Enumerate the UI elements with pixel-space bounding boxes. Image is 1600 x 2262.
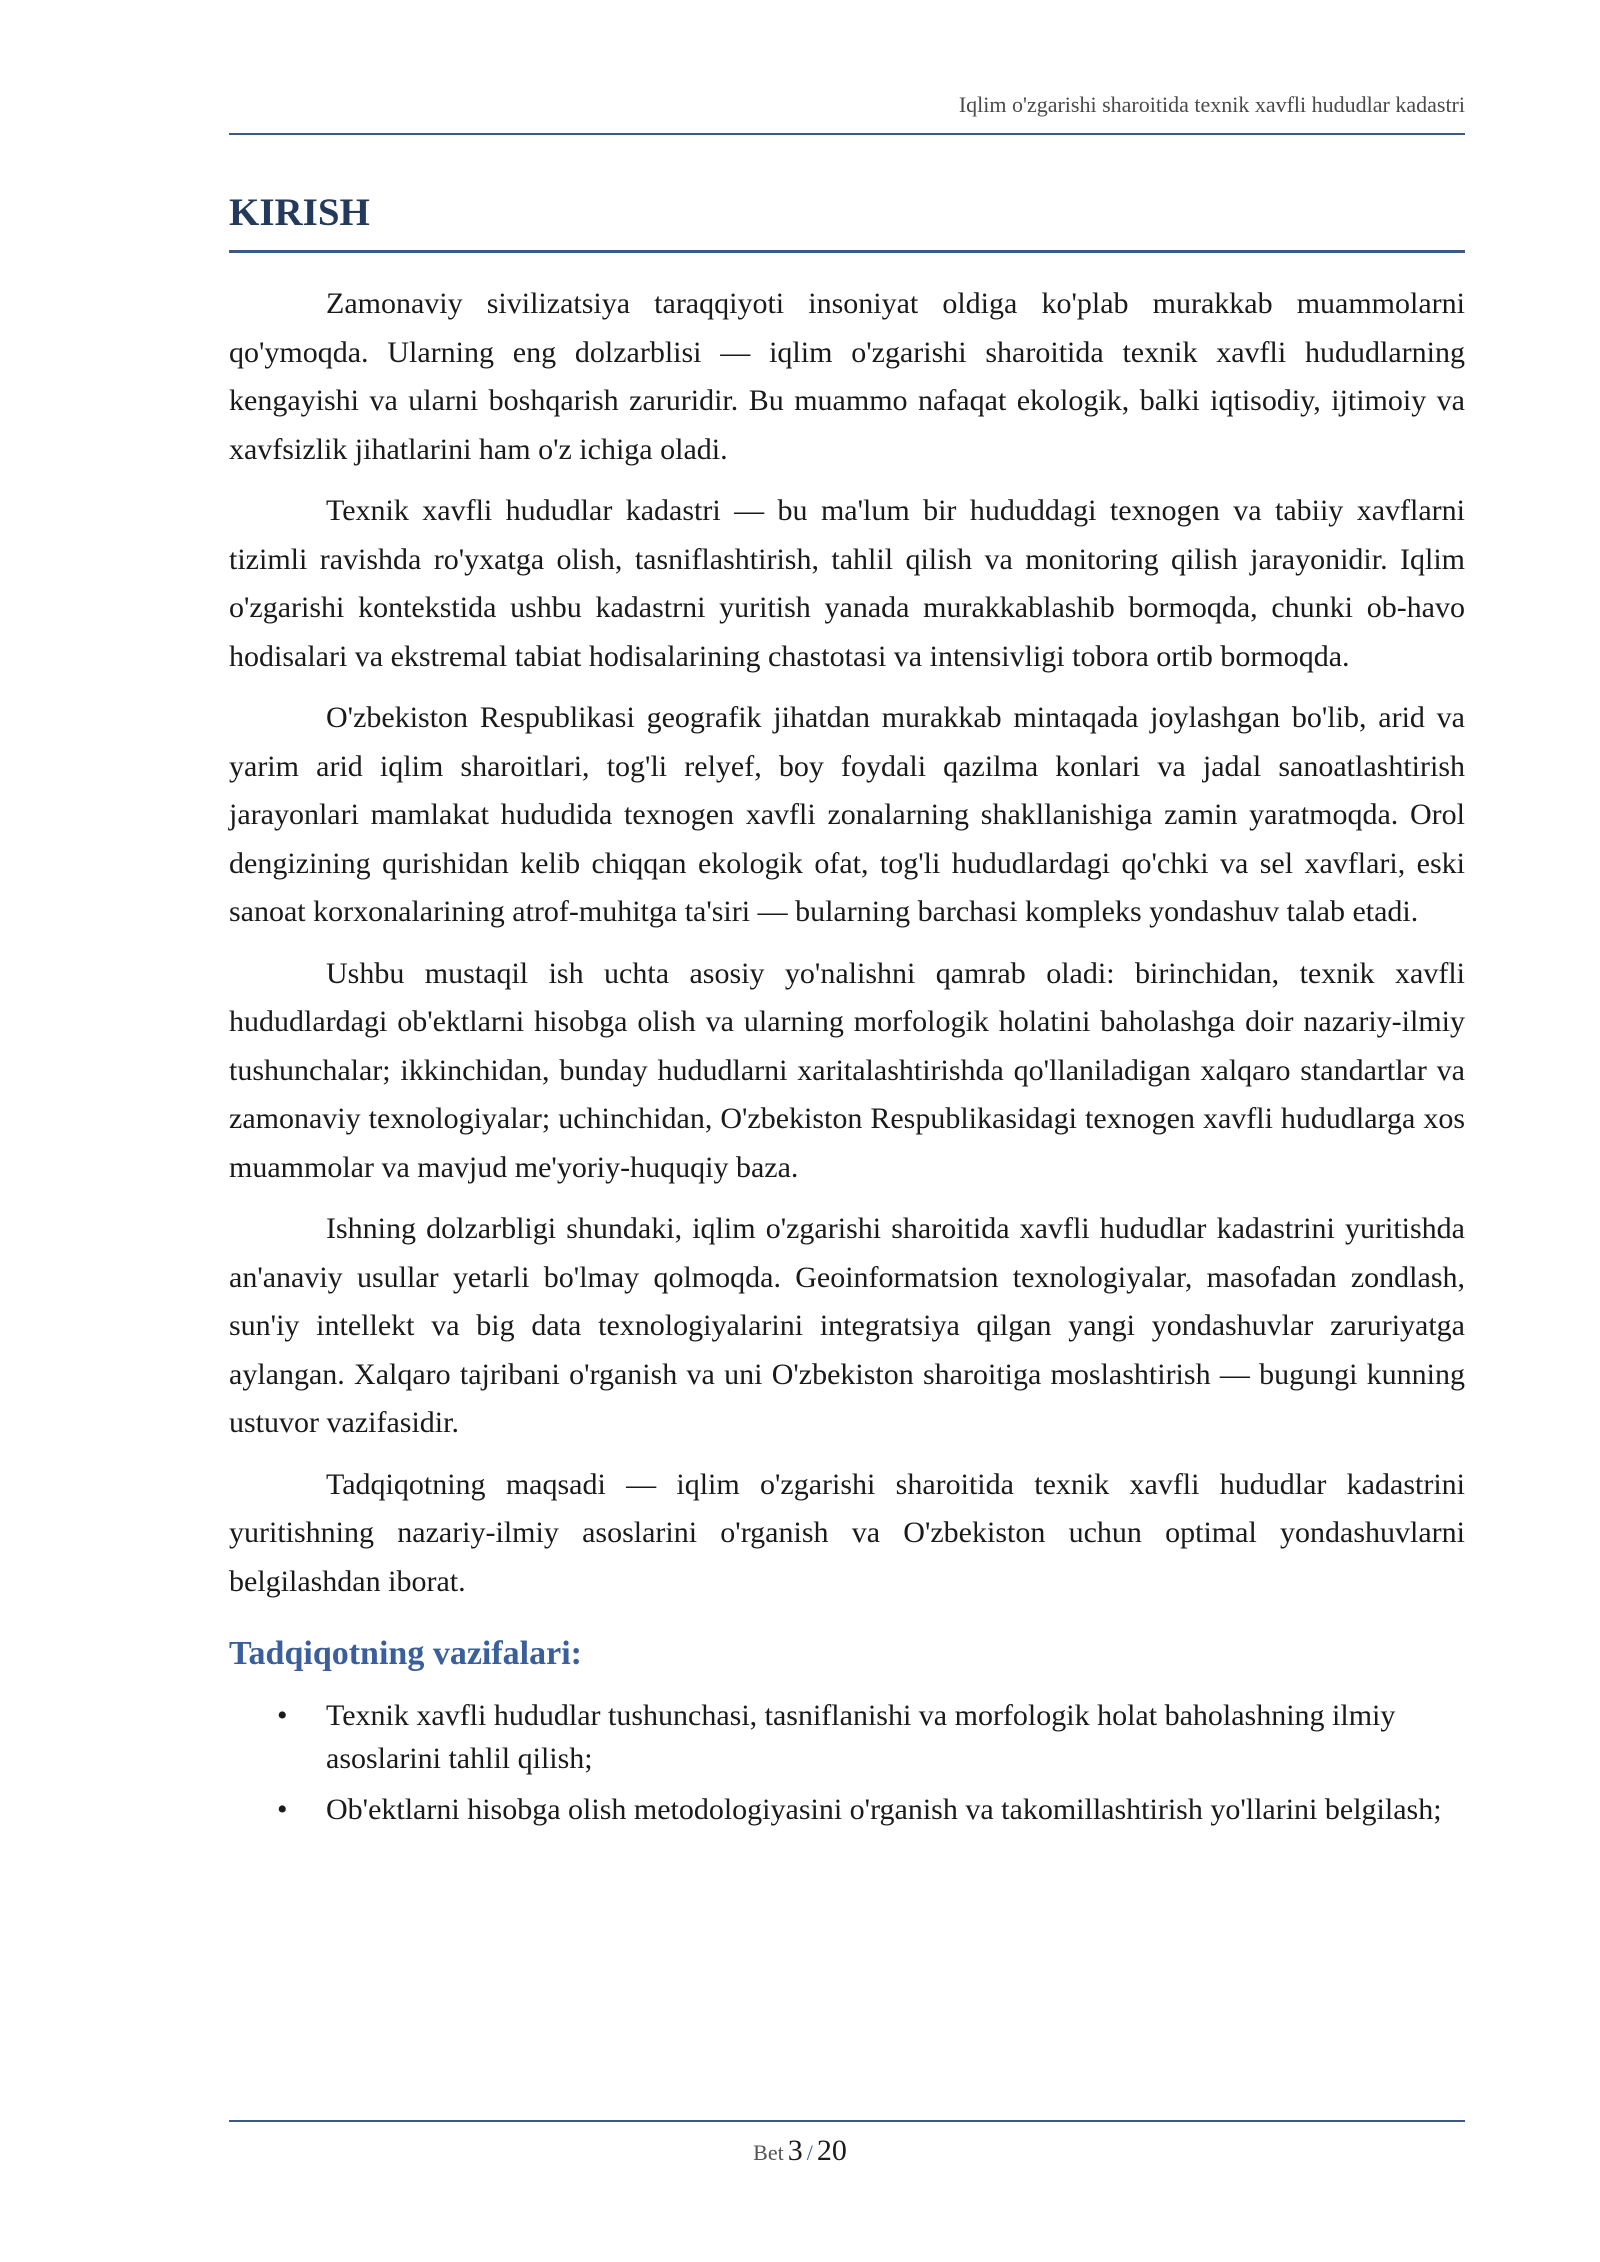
total-pages: 20: [816, 2134, 847, 2167]
footer-divider: [229, 2120, 1465, 2122]
bullet-icon: •: [277, 1793, 288, 1826]
page-label: Bet: [753, 2140, 784, 2165]
running-header: Iqlim o'zgarishi sharoitida texnik xavfli hududlar kadastri: [958, 92, 1465, 117]
paragraph: O'zbekiston Respublikasi geografik jihatdan murakkab mintaqada joylashgan bo'lib, arid va yarim arid iqlim sharoitlari, tog'li relyef, boy foydali qazilma konlari va jadal sanoatlashtirish jarayonlari mamlakat hududida texnogen xavfli zonalarning shakllanishiga zamin yaratmoqda. Orol dengizining qurishidan kelib chiqqan ekologik ofat, tog'li hududlardagi qo'chki va sel xavflari, eski sanoat korxonalarining atrof-muhitga ta'siri — bularning barchasi kompleks yondashuv talab etadi.: [229, 701, 1465, 928]
paragraph: Texnik xavfli hududlar kadastri — bu ma'lum bir hududdagi texnogen va tabiiy xavflarni tizimli ravishda ro'yxatga olish, tasniflashtirish, tahlil qilish va monitoring qilish jarayonidir. Iqlim o'zgarishi kontekstida ushbu kadastrni yuritish yanada murakkablashib bormoqda, chunki ob-havo hodisalari va ekstremal tabiat hodisalarining chastotasi va intensivligi tobora ortib bormoqda.: [229, 494, 1465, 673]
current-page: 3: [787, 2134, 803, 2167]
body-text: [229, 280, 1465, 1839]
tasks-heading: Tadqiqotning vazifalari:: [229, 1635, 582, 1672]
header-divider: [229, 133, 1465, 135]
list-item-text: Texnik xavfli hududlar tushunchasi, tasniflanishi va morfologik holat baholashning ilmiy asoslarini tahlil qilish;: [326, 1699, 1396, 1775]
paragraph: Tadqiqotning maqsadi — iqlim o'zgarishi sharoitida texnik xavfli hududlar kadastrini yuritishning nazariy-ilmiy asoslarini o'rganish va O'zbekiston uchun optimal yondashuvlarni belgilashdan iborat.: [229, 1467, 1465, 1598]
tasks-list: [229, 1694, 1465, 1831]
paragraph: Ushbu mustaqil ish uchta asosiy yo'nalishni qamrab oladi: birinchidan, texnik xavfli hududlardagi ob'ektlarni hisobga olish va ularning morfologik holatini baholashga doir nazariy-ilmiy tushunchalar; ikkinchidan, bunday hududlarni xaritalashtirishda qo'llaniladigan xalqaro standartlar va zamonaviy texnologiyalar; uchinchidan, O'zbekiston Respublikasidagi texnogen xavfli hududlarga xos muammolar va mavjud me'yoriy-huquqiy baza.: [229, 956, 1465, 1184]
list-item-text: Ob'ektlarni hisobga olish metodologiyasini o'rganish va takomillashtirish yo'llarini belgilash;: [326, 1793, 1442, 1826]
title-underline: [229, 250, 1465, 253]
list-item: [229, 1788, 1465, 1831]
paragraph: Zamonaviy sivilizatsiya taraqqiyoti insoniyat oldiga ko'plab murakkab muammolarni qo'ymoqda. Ularning eng dolzarblisi — iqlim o'zgarishi sharoitida texnik xavfli hududlarning kengayishi va ularni boshqarish zaruridir. Bu muammo nafaqat ekologik, balki iqtisodiy, ijtimoiy va xavfsizlik jihatlarini ham o'z ichiga oladi.: [229, 287, 1465, 466]
page-number: [0, 2134, 1600, 2168]
list-item: [229, 1694, 1465, 1780]
paragraph: Ishning dolzarbligi shundaki, iqlim o'zgarishi sharoitida xavfli hududlar kadastrini yuritishda an'anaviy usullar yetarli bo'lmay qolmoqda. Geoinformatsion texnologiyalar, masofadan zondlash, sun'iy intellekt va big data texnologiyalarini integratsiya qilgan yangi yondashuvlar zaruriyatga aylangan. Xalqaro tajribani o'rganish va uni O'zbekiston sharoitiga moslashtirish — bugungi kunning ustuvor vazifasidir.: [229, 1212, 1465, 1439]
section-title: KIRISH: [229, 191, 370, 234]
bullet-icon: •: [277, 1699, 288, 1732]
page-separator: /: [806, 2140, 813, 2165]
